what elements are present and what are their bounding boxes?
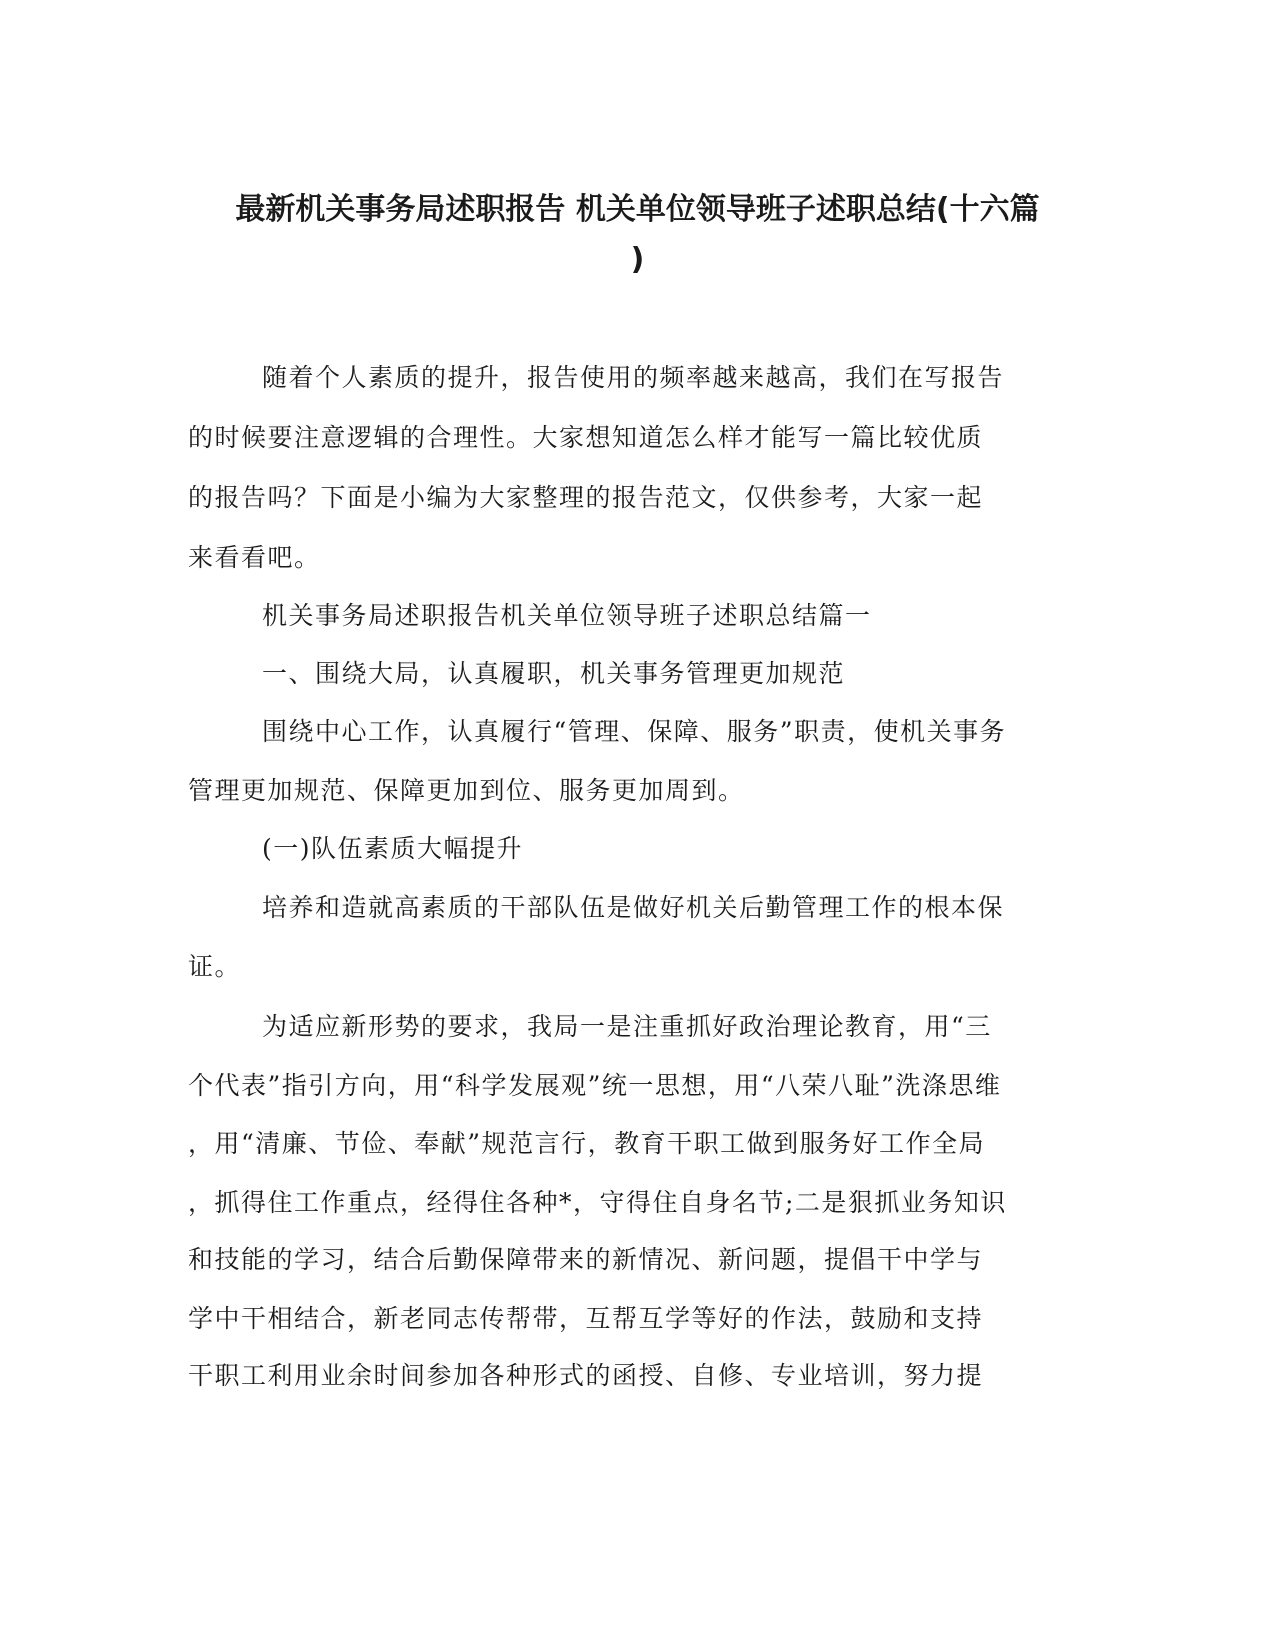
body-line-13: 个代表”指引方向，用“科学发展观”统一思想，用“八荣八耻”洗涤思维 — [188, 1071, 1002, 1100]
title-line-1: 最新机关事务局述职报告 机关单位领导班子述职总结(十六篇 — [235, 192, 1040, 227]
body-line-8: 管理更加规范、保障更加到位、服务更加周到。 — [188, 776, 745, 805]
section-heading-1: 机关事务局述职报告机关单位领导班子述职总结篇一 — [262, 601, 872, 630]
body-line-12: 为适应新形势的要求，我局一是注重抓好政治理论教育，用“三 — [262, 1012, 992, 1041]
body-line-11: 证。 — [188, 952, 242, 981]
subsection-heading-1: 一、围绕大局，认真履职，机关事务管理更加规范 — [262, 659, 846, 688]
title-line-2: ) — [630, 242, 645, 277]
body-line-3: 的报告吗？下面是小编为大家整理的报告范文，仅供参考，大家一起 — [188, 483, 984, 512]
body-line-1: 随着个人素质的提升，报告使用的频率越来越高，我们在写报告 — [262, 363, 1005, 392]
subsection-heading-2: (一)队伍素质大幅提升 — [262, 834, 524, 863]
body-line-17: 学中干相结合，新老同志传帮带，互帮互学等好的作法，鼓励和支持 — [188, 1304, 984, 1333]
body-line-7: 围绕中心工作，认真履行“管理、保障、服务”职责，使机关事务 — [262, 717, 1007, 746]
document-title — [185, 185, 1090, 285]
body-line-16: 和技能的学习，结合后勤保障带来的新情况、新问题，提倡干中学与 — [188, 1245, 984, 1274]
body-line-15: ，抓得住工作重点，经得住各种*，守得住自身名节;二是狠抓业务知识 — [188, 1188, 1007, 1217]
body-line-2: 的时候要注意逻辑的合理性。大家想知道怎么样才能写一篇比较优质 — [188, 423, 984, 452]
body-line-14: ，用“清廉、节俭、奉献”规范言行，教育干职工做到服务好工作全局 — [188, 1129, 986, 1158]
body-line-18: 干职工利用业余时间参加各种形式的函授、自修、专业培训，努力提 — [188, 1361, 984, 1390]
body-line-4: 来看看吧。 — [188, 543, 321, 572]
body-line-10: 培养和造就高素质的干部队伍是做好机关后勤管理工作的根本保 — [262, 893, 1005, 922]
